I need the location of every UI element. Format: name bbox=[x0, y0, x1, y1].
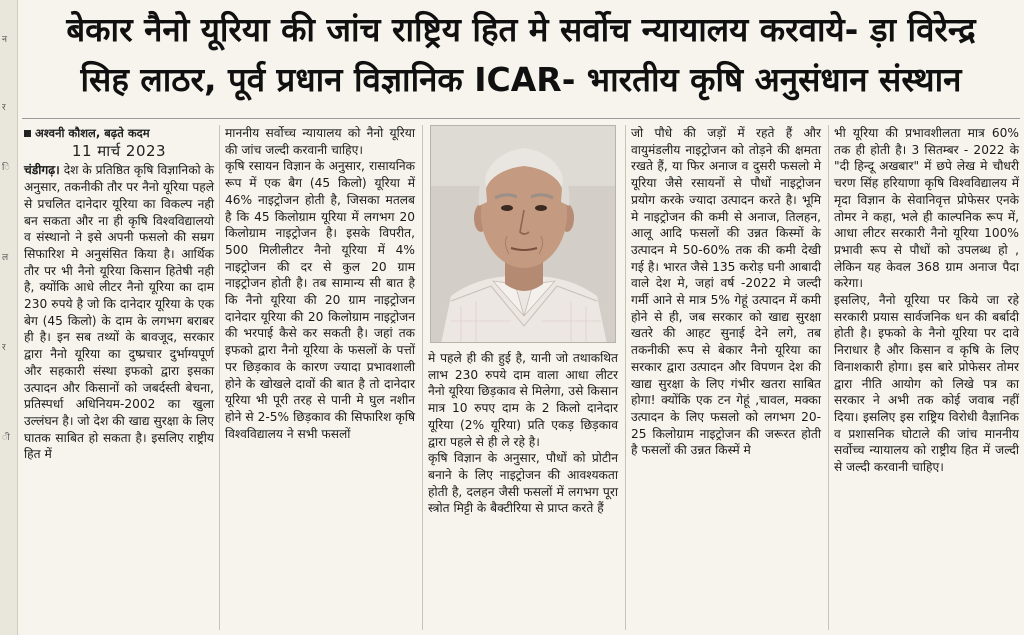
headline-line-1: बेकार नैनो यूरिया की जांच राष्ट्रिय हित मे सर्वोच न्यायालय करवाये- ड़ा विरेन्द्र bbox=[66, 10, 976, 49]
adjacent-page-edge bbox=[0, 0, 18, 635]
bullet-square-icon bbox=[24, 130, 31, 137]
article-column-1 bbox=[24, 125, 214, 463]
dateline: चंडीगढ़। bbox=[24, 163, 60, 178]
edge-glyph: र bbox=[2, 103, 6, 113]
column-divider bbox=[219, 125, 220, 630]
article-column-5 bbox=[834, 125, 1019, 476]
headline-divider bbox=[22, 118, 1020, 119]
edge-glyph: ल bbox=[2, 253, 9, 263]
byline bbox=[24, 125, 214, 142]
column-1-body: देश के प्रतिष्ठित कृषि विज्ञानिको के अनुसार, तकनीकी तौर पर नैनो यूरिया पहले से प्रचलित दानेदार यूरिया का विकल्प नही बन सकता और ना ही कृषि विश्वविद्यालयो व संस्थानो ने इसे अपनी फसलो की सम्रग सिफारिश मे अनुसंसित किया है। आर्थिक तौर पर भी नैनो यूरिया किसान हितेषी नही है, क्योंकि आधे लीटर नैनो यूरिया का दाम 230 रुपये है जो कि दानेदार यूरिया के एक बेग (45 किलो) के दाम के लगभग बराबर ही है। इन सब तथ्यों के बावजूद, सरकार द्वारा नैनो यूरिया का दुष्प्रचार दुर्भाग्यपूर्ण और सहकारी संस्था इफको द्वारा इसका उत्पादन और किसानों को जबर्दस्ती बेचना, प्रतिस्पर्धा अधिनियम-2002 का खुला उल्लंघन है। जो देश की खाद्य सुरक्षा के लिए घातक साबित हो सकता है। इसलिए राष्ट्रीय हित में bbox=[24, 163, 214, 462]
column-3-body: मे पहले ही की हुई है, यानी जो तथाकथित लाभ 230 रुपये दाम वाला आधा लीटर नैनो यूरिया छिड़काव से मिलेगा, उसे किसान मात्र 10 रुपए दाम के 2 किलो दानेदार यूरिया (2% यूरिया) प्रति एकड़ छिड़काव द्वारा पहले से ही ले रहे है। कृषि विज्ञान के अनुसार, पौधों को प्रोटीन बनाने के लिए नाइट्रोजन की आवश्यकता होती है, दलहन जैसी फसलों में लगभग पूरा स्त्रोत मिट्टी के बैक्टीरिया से प्राप्त करते हैं bbox=[428, 351, 618, 516]
headline-line-2: सिह लाठर, पूर्व प्रधान विज्ञानिक ICAR- भारतीय कृषि अनुसंधान संस्थान bbox=[80, 60, 962, 99]
column-divider bbox=[828, 125, 829, 630]
article-headline bbox=[22, 6, 1020, 106]
edge-glyph: र bbox=[2, 343, 6, 353]
column-2-body: माननीय सर्वोच्च न्यायालय को नैनो यूरिया की जांच जल्दी करवानी चाहिए। कृषि रसायन विज्ञान के अनुसार, रासायनिक रूप में एक बैग (45 किलो) यूरिया में 46% नाइट्रोजन होती है, जिसका मतलब है कि 45 किलोग्राम यूरिया में लगभग 20 किलोग्राम नाइट्रोजन है। इसके विपरीत, 500 मिलीलीटर नैनो यूरिया में 4% नाइट्रोजन की दर से कुल 20 ग्राम नाइट्रोजन होती है। तब सामान्य सी बात है कि नैनो यूरिया की 20 ग्राम नाइट्रोजन दानेदार यूरिया की 20 किलोग्राम नाइट्रोजन की भरपाई कैसे कर सकती है। जहां तक इफको द्वारा नैनो यूरिया के फसलों के पत्तों पर छिड़काव के कारण ज्यादा प्रभावशाली होने के खोखले दावों की बात है तो दानेदार यूरिया भी पूरी तरह से पानी मे घुल नशीन होने से 2-5% छिड़काव की सिफारिश कृषि विश्वविद्यालय ने सभी फसलों bbox=[225, 126, 415, 441]
portrait-illustration bbox=[431, 126, 616, 343]
column-text bbox=[24, 162, 214, 463]
edge-glyph: न bbox=[2, 35, 7, 45]
column-5-body: भी यूरिया की प्रभावशीलता मात्र 60% तक ही होती है। 3 सितम्बर - 2022 के "दी हिन्दू अखबार" में छपे लेख मे चौधरी चरण सिंह हरियाणा कृषि विश्वविद्यालय में मृदा विज्ञान के सेवानिवृत्त प्रोफेसर एनके तोमर ने कहा, भले ही काल्पनिक रूप में, आधा लीटर सरकारी नैनो यूरिया 100% प्रभावी रूप से पौधों को उपलब्ध हो , लेकिन यह केवल 368 ग्राम अनाज पैदा करेगा। इसलिए, नैनो यूरिया पर किये जा रहे सरकारी प्रयास सार्वजनिक धन की बर्बादी होती है। इफको के नैनो यूरिया पर दावे निराधार है और किसान व कृषि के लिए विनाशकारी होगा। इस बारे प्रोफेसर तोमर द्वारा नीति आयोग को लिखे पत्र का सरकार ने अभी तक कोई जवाब नहीं दिया। इसलिए इस राष्ट्रिय विरोधी वैज्ञानिक व प्रशासनिक घोटाले की जांच माननीय सर्वोच्च न्यायालय को राष्ट्रीय हित में जल्दी से जल्दी करवानी चाहिए। bbox=[834, 126, 1019, 475]
edge-glyph: ि bbox=[2, 163, 10, 173]
column-4-body: जो पौधे की जड़ों में रहते हैं और वायुमंडलीय नाइट्रोजन को तोड़ने की क्षमता रखते हैं, या फिर अनाज व दुसरी फसलो मे यूरिया जैसे रसायनों से पौधों नाइट्रोजन प्रयोग करके ज्यादा उत्पादन करते है। भूमि मे नाइट्रोजन की कमी से अनाज, तिलहन, आलू आदि फसलों की उन्नत किस्मों के उत्पादन मे 50-60% तक की कमी देखी गई है। भारत जैसे 135 करोड़ घनी आबादी वाले देश मे, जहां वर्ष -2022 मे जल्दी गर्मी आने से मात्र 5% गेहूं उत्पादन में कमी होने से ही, जब सरकार को खाद्य सुरक्षा खतरे की आहट सुनाई देने लगे, तब तकनीकी रूप से बेकार नैनो यूरिया का सरकार द्वारा उत्पादन और विपणन देश की खाद्य सुरक्षा के लिए गंभीर खतरा साबित होगा! क्योंकि एक टन गेहूं ,चावल, मक्का उत्पादन के लिए फसलो को लगभग 20-25 किलोग्राम नाइट्रोजन की जरूरत होती है फसलों की उन्नत किस्में मे bbox=[631, 126, 821, 458]
byline-text: अश्वनी कौशल, बढ़ते कदम bbox=[35, 126, 150, 140]
article-column-2 bbox=[225, 125, 415, 442]
column-divider bbox=[422, 125, 423, 630]
article-column-4 bbox=[631, 125, 821, 459]
article-column-3 bbox=[428, 350, 618, 517]
edge-glyph: ी bbox=[2, 433, 10, 443]
article-date: 11 मार्च 2023 bbox=[71, 141, 167, 160]
portrait-photo bbox=[430, 125, 616, 343]
column-divider bbox=[625, 125, 626, 630]
